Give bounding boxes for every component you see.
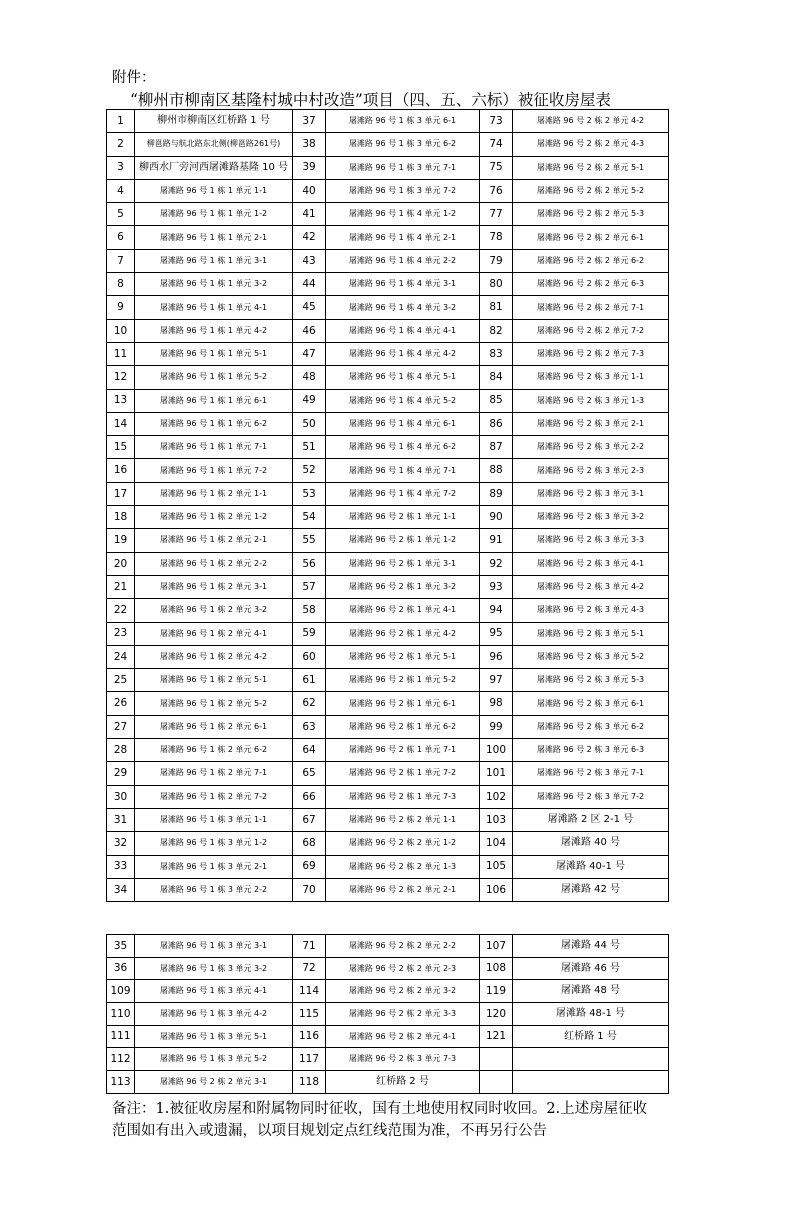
address-cell: 屠滩路 96 号 2 栋 3 单元 7-3	[326, 1048, 480, 1071]
address-cell: 屠滩路 96 号 1 栋 4 单元 5-2	[326, 389, 480, 412]
table-row	[107, 319, 669, 342]
address-cell: 屠滩路 96 号 1 栋 4 单元 6-1	[326, 412, 480, 435]
row-number-cell: 24	[107, 645, 135, 668]
table-row	[107, 459, 669, 482]
address-cell: 屠滩路 96 号 1 栋 4 单元 4-2	[326, 342, 480, 365]
row-number-cell: 89	[480, 482, 513, 505]
address-cell: 屠滩路 96 号 1 栋 2 单元 5-2	[135, 692, 293, 715]
row-number-cell: 87	[480, 436, 513, 459]
address-cell: 屠滩路 40-1 号	[513, 855, 669, 878]
address-cell: 屠滩路 96 号 1 栋 1 单元 4-1	[135, 296, 293, 319]
table-row	[107, 957, 669, 980]
row-number-cell: 33	[107, 855, 135, 878]
row-number-cell: 65	[293, 762, 326, 785]
row-number-cell: 110	[107, 1003, 135, 1026]
address-cell: 屠滩路 96 号 1 栋 4 单元 3-1	[326, 273, 480, 296]
row-number-cell: 106	[480, 878, 513, 901]
row-number-cell: 6	[107, 226, 135, 249]
row-number-cell: 66	[293, 785, 326, 808]
table-row	[107, 808, 669, 831]
row-number-cell: 26	[107, 692, 135, 715]
address-cell: 屠滩路 96 号 2 栋 1 单元 1-2	[326, 529, 480, 552]
address-cell: 屠滩路 96 号 2 栋 3 单元 3-2	[513, 506, 669, 529]
table-row	[107, 389, 669, 412]
address-cell: 屠滩路 96 号 1 栋 2 单元 1-2	[135, 506, 293, 529]
address-cell: 屠滩路 96 号 1 栋 3 单元 6-2	[326, 133, 480, 156]
address-cell: 屠滩路 96 号 2 栋 2 单元 1-1	[326, 808, 480, 831]
address-cell: 屠滩路 2 区 2-1 号	[513, 808, 669, 831]
row-number-cell: 45	[293, 296, 326, 319]
address-cell: 屠滩路 96 号 2 栋 2 单元 6-1	[513, 226, 669, 249]
row-number-cell: 46	[293, 319, 326, 342]
address-cell: 屠滩路 96 号 2 栋 1 单元 7-3	[326, 785, 480, 808]
house-table-continued	[106, 934, 669, 1094]
row-number-cell: 60	[293, 645, 326, 668]
address-cell: 屠滩路 96 号 2 栋 1 单元 7-2	[326, 762, 480, 785]
table-row	[107, 366, 669, 389]
table-row	[107, 855, 669, 878]
row-number-cell: 2	[107, 133, 135, 156]
row-number-cell: 117	[293, 1048, 326, 1071]
address-cell: 屠滩路 96 号 2 栋 1 单元 5-2	[326, 669, 480, 692]
address-cell: 屠滩路 96 号 2 栋 2 单元 3-3	[326, 1003, 480, 1026]
address-cell: 屠滩路 96 号 2 栋 2 单元 2-2	[326, 935, 480, 958]
row-number-cell: 12	[107, 366, 135, 389]
address-cell: 屠滩路 96 号 2 栋 2 单元 6-2	[513, 249, 669, 272]
address-cell: 屠滩路 96 号 1 栋 2 单元 3-2	[135, 599, 293, 622]
row-number-cell: 108	[480, 957, 513, 980]
row-number-cell: 71	[293, 935, 326, 958]
address-cell: 屠滩路 96 号 2 栋 2 单元 1-3	[326, 855, 480, 878]
address-cell: 屠滩路 96 号 2 栋 2 单元 3-1	[135, 1071, 293, 1094]
address-cell: 屠滩路 96 号 2 栋 3 单元 1-3	[513, 389, 669, 412]
row-number-cell: 13	[107, 389, 135, 412]
row-number-cell	[480, 1048, 513, 1071]
row-number-cell: 80	[480, 273, 513, 296]
row-number-cell: 58	[293, 599, 326, 622]
row-number-cell: 14	[107, 412, 135, 435]
row-number-cell: 115	[293, 1003, 326, 1026]
address-cell: 屠滩路 96 号 2 栋 3 单元 3-3	[513, 529, 669, 552]
table-row	[107, 575, 669, 598]
row-number-cell: 92	[480, 552, 513, 575]
row-number-cell: 59	[293, 622, 326, 645]
row-number-cell: 61	[293, 669, 326, 692]
row-number-cell: 39	[293, 156, 326, 179]
address-cell: 屠滩路 96 号 1 栋 3 单元 4-1	[135, 980, 293, 1003]
table-row	[107, 785, 669, 808]
table-row	[107, 1003, 669, 1026]
row-number-cell: 67	[293, 808, 326, 831]
address-cell: 屠滩路 48 号	[513, 980, 669, 1003]
table-row	[107, 179, 669, 202]
row-number-cell: 36	[107, 957, 135, 980]
row-number-cell: 83	[480, 342, 513, 365]
row-number-cell: 62	[293, 692, 326, 715]
address-cell: 屠滩路 96 号 2 栋 2 单元 3-2	[326, 980, 480, 1003]
row-number-cell: 74	[480, 133, 513, 156]
address-cell: 屠滩路 96 号 2 栋 3 单元 5-2	[513, 645, 669, 668]
row-number-cell: 97	[480, 669, 513, 692]
row-number-cell: 112	[107, 1048, 135, 1071]
table-row	[107, 436, 669, 459]
address-cell: 屠滩路 96 号 1 栋 3 单元 7-1	[326, 156, 480, 179]
address-cell: 屠滩路 96 号 2 栋 3 单元 6-2	[513, 715, 669, 738]
row-number-cell: 109	[107, 980, 135, 1003]
address-cell: 屠滩路 96 号 1 栋 2 单元 2-2	[135, 552, 293, 575]
address-cell: 屠滩路 96 号 1 栋 1 单元 3-2	[135, 273, 293, 296]
address-cell: 红桥路 1 号	[513, 1025, 669, 1048]
row-number-cell: 85	[480, 389, 513, 412]
address-cell: 屠滩路 96 号 2 栋 3 单元 1-1	[513, 366, 669, 389]
row-number-cell: 51	[293, 436, 326, 459]
row-number-cell: 70	[293, 878, 326, 901]
row-number-cell: 1	[107, 110, 135, 133]
row-number-cell: 72	[293, 957, 326, 980]
row-number-cell: 82	[480, 319, 513, 342]
address-cell: 屠滩路 96 号 1 栋 4 单元 4-1	[326, 319, 480, 342]
row-number-cell: 4	[107, 179, 135, 202]
row-number-cell: 101	[480, 762, 513, 785]
row-number-cell: 10	[107, 319, 135, 342]
address-cell: 屠滩路 96 号 1 栋 3 单元 1-2	[135, 832, 293, 855]
row-number-cell: 7	[107, 249, 135, 272]
table-row	[107, 832, 669, 855]
address-cell: 屠滩路 96 号 2 栋 2 单元 5-2	[513, 179, 669, 202]
address-cell: 屠滩路 96 号 2 栋 3 单元 4-2	[513, 575, 669, 598]
address-cell	[513, 1071, 669, 1094]
table-row	[107, 482, 669, 505]
table-row	[107, 296, 669, 319]
address-cell: 屠滩路 96 号 2 栋 2 单元 4-1	[326, 1025, 480, 1048]
address-cell: 屠滩路 96 号 1 栋 1 单元 6-1	[135, 389, 293, 412]
row-number-cell: 120	[480, 1003, 513, 1026]
row-number-cell: 32	[107, 832, 135, 855]
row-number-cell: 19	[107, 529, 135, 552]
address-cell: 屠滩路 96 号 1 栋 2 单元 6-1	[135, 715, 293, 738]
address-cell: 屠滩路 96 号 1 栋 1 单元 5-2	[135, 366, 293, 389]
address-cell: 屠滩路 96 号 2 栋 3 单元 6-1	[513, 692, 669, 715]
row-number-cell: 47	[293, 342, 326, 365]
row-number-cell: 11	[107, 342, 135, 365]
row-number-cell: 104	[480, 832, 513, 855]
address-cell: 屠滩路 96 号 2 栋 2 单元 1-2	[326, 832, 480, 855]
address-cell: 屠滩路 96 号 1 栋 4 单元 7-1	[326, 459, 480, 482]
row-number-cell: 9	[107, 296, 135, 319]
address-cell: 屠滩路 96 号 1 栋 4 单元 2-2	[326, 249, 480, 272]
table-row	[107, 529, 669, 552]
table-row	[107, 342, 669, 365]
row-number-cell	[480, 1071, 513, 1094]
row-number-cell: 17	[107, 482, 135, 505]
address-cell: 屠滩路 96 号 2 栋 3 单元 3-1	[513, 482, 669, 505]
row-number-cell: 44	[293, 273, 326, 296]
address-cell: 屠滩路 96 号 1 栋 3 单元 6-1	[326, 110, 480, 133]
address-cell: 屠滩路 96 号 2 栋 3 单元 5-1	[513, 622, 669, 645]
address-cell: 屠滩路 96 号 2 栋 1 单元 1-1	[326, 506, 480, 529]
row-number-cell: 16	[107, 459, 135, 482]
address-cell: 屠滩路 96 号 2 栋 1 单元 3-2	[326, 575, 480, 598]
row-number-cell: 29	[107, 762, 135, 785]
row-number-cell: 25	[107, 669, 135, 692]
address-cell: 屠滩路 96 号 1 栋 3 单元 3-2	[135, 957, 293, 980]
table-row	[107, 1025, 669, 1048]
address-cell: 红桥路 2 号	[326, 1071, 480, 1094]
row-number-cell: 91	[480, 529, 513, 552]
table-row	[107, 645, 669, 668]
address-cell: 屠滩路 48-1 号	[513, 1003, 669, 1026]
address-cell: 屠滩路 96 号 2 栋 2 单元 6-3	[513, 273, 669, 296]
table-row	[107, 669, 669, 692]
row-number-cell: 42	[293, 226, 326, 249]
address-cell: 屠滩路 96 号 2 栋 1 单元 3-1	[326, 552, 480, 575]
address-cell: 屠滩路 96 号 1 栋 2 单元 4-2	[135, 645, 293, 668]
row-number-cell: 53	[293, 482, 326, 505]
address-cell: 屠滩路 96 号 2 栋 3 单元 2-1	[513, 412, 669, 435]
address-cell: 屠滩路 96 号 1 栋 3 单元 3-1	[135, 935, 293, 958]
row-number-cell: 37	[293, 110, 326, 133]
row-number-cell: 15	[107, 436, 135, 459]
table-row	[107, 133, 669, 156]
address-cell: 屠滩路 96 号 2 栋 2 单元 5-3	[513, 203, 669, 226]
house-table-main	[106, 109, 669, 902]
row-number-cell: 21	[107, 575, 135, 598]
address-cell: 屠滩路 96 号 1 栋 1 单元 7-2	[135, 459, 293, 482]
row-number-cell: 116	[293, 1025, 326, 1048]
address-cell: 屠滩路 96 号 1 栋 4 单元 1-2	[326, 203, 480, 226]
row-number-cell: 79	[480, 249, 513, 272]
address-cell: 屠滩路 96 号 2 栋 3 单元 2-3	[513, 459, 669, 482]
address-cell: 屠滩路 96 号 1 栋 2 单元 7-1	[135, 762, 293, 785]
row-number-cell: 107	[480, 935, 513, 958]
row-number-cell: 64	[293, 739, 326, 762]
row-number-cell: 84	[480, 366, 513, 389]
table-row	[107, 715, 669, 738]
address-cell: 屠滩路 96 号 1 栋 3 单元 7-2	[326, 179, 480, 202]
row-number-cell: 54	[293, 506, 326, 529]
row-number-cell: 38	[293, 133, 326, 156]
address-cell: 屠滩路 96 号 1 栋 2 单元 6-2	[135, 739, 293, 762]
table-row	[107, 935, 669, 958]
address-cell: 屠滩路 96 号 2 栋 2 单元 2-3	[326, 957, 480, 980]
address-cell: 屠滩路 96 号 1 栋 1 单元 3-1	[135, 249, 293, 272]
table-row	[107, 599, 669, 622]
address-cell: 屠滩路 96 号 2 栋 3 单元 6-3	[513, 739, 669, 762]
table-row	[107, 552, 669, 575]
address-cell: 屠滩路 96 号 1 栋 2 单元 1-1	[135, 482, 293, 505]
row-number-cell: 28	[107, 739, 135, 762]
address-cell: 屠滩路 96 号 1 栋 1 单元 6-2	[135, 412, 293, 435]
row-number-cell: 100	[480, 739, 513, 762]
table-row	[107, 273, 669, 296]
row-number-cell: 88	[480, 459, 513, 482]
address-cell: 屠滩路 96 号 1 栋 4 单元 5-1	[326, 366, 480, 389]
address-cell: 屠滩路 96 号 1 栋 2 单元 7-2	[135, 785, 293, 808]
row-number-cell: 114	[293, 980, 326, 1003]
table-row	[107, 878, 669, 901]
address-cell: 屠滩路 96 号 1 栋 3 单元 5-2	[135, 1048, 293, 1071]
address-cell: 屠滩路 96 号 2 栋 3 单元 7-2	[513, 785, 669, 808]
row-number-cell: 22	[107, 599, 135, 622]
row-number-cell: 8	[107, 273, 135, 296]
row-number-cell: 105	[480, 855, 513, 878]
address-cell: 柳西水厂旁河西屠滩路基隆 10 号	[135, 156, 293, 179]
address-cell: 屠滩路 96 号 1 栋 4 单元 2-1	[326, 226, 480, 249]
row-number-cell: 18	[107, 506, 135, 529]
row-number-cell: 63	[293, 715, 326, 738]
row-number-cell: 40	[293, 179, 326, 202]
row-number-cell: 77	[480, 203, 513, 226]
address-cell: 屠滩路 96 号 1 栋 3 单元 1-1	[135, 808, 293, 831]
address-cell: 屠滩路 96 号 2 栋 2 单元 2-1	[326, 878, 480, 901]
row-number-cell: 90	[480, 506, 513, 529]
row-number-cell: 103	[480, 808, 513, 831]
row-number-cell: 68	[293, 832, 326, 855]
row-number-cell: 119	[480, 980, 513, 1003]
row-number-cell: 73	[480, 110, 513, 133]
row-number-cell: 5	[107, 203, 135, 226]
address-cell: 屠滩路 96 号 2 栋 1 单元 6-1	[326, 692, 480, 715]
table-row	[107, 739, 669, 762]
row-number-cell: 111	[107, 1025, 135, 1048]
table-row	[107, 249, 669, 272]
address-cell: 屠滩路 96 号 1 栋 2 单元 3-1	[135, 575, 293, 598]
address-cell: 屠滩路 96 号 1 栋 3 单元 4-2	[135, 1003, 293, 1026]
address-cell: 屠滩路 96 号 2 栋 3 单元 2-2	[513, 436, 669, 459]
table-row	[107, 1048, 669, 1071]
row-number-cell: 118	[293, 1071, 326, 1094]
row-number-cell: 30	[107, 785, 135, 808]
table-row	[107, 203, 669, 226]
address-cell: 屠滩路 96 号 2 栋 1 单元 7-1	[326, 739, 480, 762]
address-cell: 柳州市柳南区红桥路 1 号	[135, 110, 293, 133]
address-cell: 屠滩路 96 号 2 栋 2 单元 7-2	[513, 319, 669, 342]
row-number-cell: 69	[293, 855, 326, 878]
address-cell: 屠滩路 96 号 1 栋 1 单元 7-1	[135, 436, 293, 459]
row-number-cell: 52	[293, 459, 326, 482]
table-row	[107, 692, 669, 715]
row-number-cell: 27	[107, 715, 135, 738]
address-cell: 屠滩路 96 号 1 栋 1 单元 4-2	[135, 319, 293, 342]
address-cell: 屠滩路 96 号 1 栋 2 单元 5-1	[135, 669, 293, 692]
row-number-cell: 35	[107, 935, 135, 958]
row-number-cell: 81	[480, 296, 513, 319]
row-number-cell: 20	[107, 552, 135, 575]
row-number-cell: 102	[480, 785, 513, 808]
address-cell: 屠滩路 46 号	[513, 957, 669, 980]
row-number-cell: 75	[480, 156, 513, 179]
table-row	[107, 412, 669, 435]
address-cell: 屠滩路 96 号 2 栋 1 单元 5-1	[326, 645, 480, 668]
address-cell: 屠滩路 96 号 1 栋 4 单元 7-2	[326, 482, 480, 505]
row-number-cell: 41	[293, 203, 326, 226]
address-cell: 屠滩路 40 号	[513, 832, 669, 855]
row-number-cell: 98	[480, 692, 513, 715]
table-row	[107, 156, 669, 179]
row-number-cell: 96	[480, 645, 513, 668]
row-number-cell: 57	[293, 575, 326, 598]
table-row	[107, 110, 669, 133]
row-number-cell: 121	[480, 1025, 513, 1048]
address-cell: 屠滩路 44 号	[513, 935, 669, 958]
address-cell	[513, 1048, 669, 1071]
row-number-cell: 31	[107, 808, 135, 831]
remarks-note: 备注：1.被征收房屋和附属物同时征收，国有土地使用权同时收回。2.上述房屋征收范围如有出入或遗漏，以项目规划定点红线范围为准，不再另行公告	[112, 1101, 648, 1139]
row-number-cell: 94	[480, 599, 513, 622]
row-number-cell: 43	[293, 249, 326, 272]
address-cell: 屠滩路 96 号 2 栋 2 单元 4-3	[513, 133, 669, 156]
address-cell: 屠滩路 96 号 2 栋 2 单元 4-2	[513, 110, 669, 133]
address-cell: 柳邕路与航北路东北侧(柳邕路261号)	[135, 133, 293, 156]
row-number-cell: 113	[107, 1071, 135, 1094]
address-cell: 屠滩路 96 号 2 栋 2 单元 7-1	[513, 296, 669, 319]
address-cell: 屠滩路 96 号 1 栋 3 单元 2-2	[135, 878, 293, 901]
table-row	[107, 1071, 669, 1094]
row-number-cell: 93	[480, 575, 513, 598]
table-row	[107, 622, 669, 645]
address-cell: 屠滩路 96 号 2 栋 3 单元 7-1	[513, 762, 669, 785]
row-number-cell: 48	[293, 366, 326, 389]
address-cell: 屠滩路 96 号 2 栋 2 单元 5-1	[513, 156, 669, 179]
row-number-cell: 23	[107, 622, 135, 645]
row-number-cell: 55	[293, 529, 326, 552]
address-cell: 屠滩路 96 号 1 栋 3 单元 5-1	[135, 1025, 293, 1048]
row-number-cell: 86	[480, 412, 513, 435]
table-row	[107, 980, 669, 1003]
row-number-cell: 3	[107, 156, 135, 179]
row-number-cell: 34	[107, 878, 135, 901]
row-number-cell: 49	[293, 389, 326, 412]
address-cell: 屠滩路 96 号 1 栋 1 单元 1-2	[135, 203, 293, 226]
table-row	[107, 762, 669, 785]
row-number-cell: 78	[480, 226, 513, 249]
address-cell: 屠滩路 96 号 2 栋 1 单元 6-2	[326, 715, 480, 738]
address-cell: 屠滩路 96 号 1 栋 2 单元 2-1	[135, 529, 293, 552]
page-title: “柳州市柳南区基隆村城中村改造”项目（四、五、六标）被征收房屋表	[130, 91, 611, 109]
address-cell: 屠滩路 96 号 1 栋 1 单元 2-1	[135, 226, 293, 249]
address-cell: 屠滩路 96 号 2 栋 3 单元 4-3	[513, 599, 669, 622]
address-cell: 屠滩路 96 号 1 栋 1 单元 5-1	[135, 342, 293, 365]
address-cell: 屠滩路 96 号 1 栋 4 单元 6-2	[326, 436, 480, 459]
address-cell: 屠滩路 96 号 2 栋 1 单元 4-1	[326, 599, 480, 622]
address-cell: 屠滩路 96 号 2 栋 1 单元 4-2	[326, 622, 480, 645]
row-number-cell: 99	[480, 715, 513, 738]
address-cell: 屠滩路 96 号 2 栋 3 单元 5-3	[513, 669, 669, 692]
row-number-cell: 50	[293, 412, 326, 435]
address-cell: 屠滩路 96 号 1 栋 4 单元 3-2	[326, 296, 480, 319]
table-row	[107, 226, 669, 249]
address-cell: 屠滩路 96 号 1 栋 3 单元 2-1	[135, 855, 293, 878]
address-cell: 屠滩路 96 号 1 栋 2 单元 4-1	[135, 622, 293, 645]
address-cell: 屠滩路 42 号	[513, 878, 669, 901]
row-number-cell: 56	[293, 552, 326, 575]
annex-label: 附件：	[112, 70, 156, 86]
address-cell: 屠滩路 96 号 2 栋 2 单元 7-3	[513, 342, 669, 365]
table-row	[107, 506, 669, 529]
row-number-cell: 76	[480, 179, 513, 202]
address-cell: 屠滩路 96 号 1 栋 1 单元 1-1	[135, 179, 293, 202]
row-number-cell: 95	[480, 622, 513, 645]
address-cell: 屠滩路 96 号 2 栋 3 单元 4-1	[513, 552, 669, 575]
